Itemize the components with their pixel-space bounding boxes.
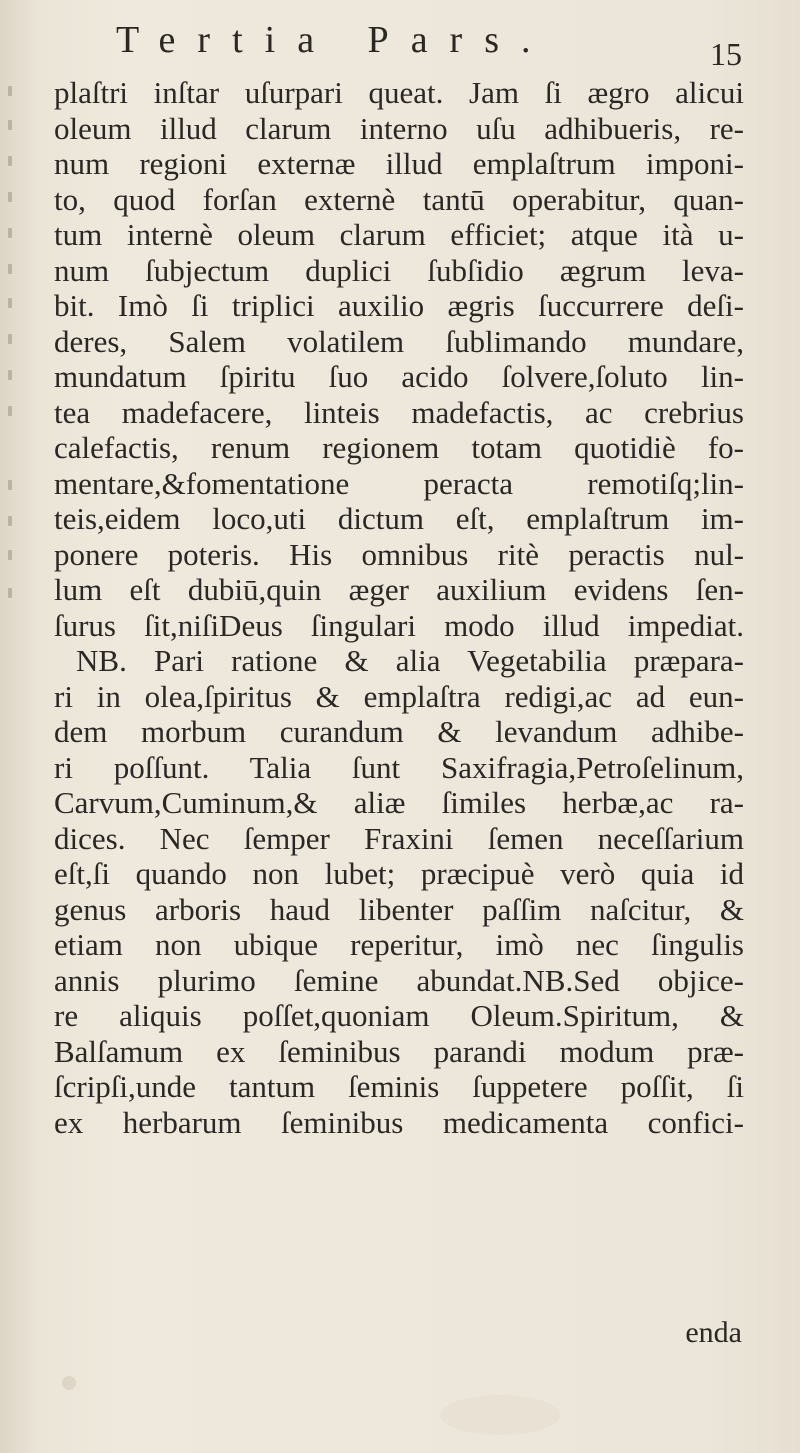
paper-stain xyxy=(440,1395,560,1435)
running-head xyxy=(110,12,750,72)
text-line: mundatum ſpiritu ſuo acido ſolvere,ſoluto lin- xyxy=(54,359,744,394)
text-line: tum internè oleum clarum efficiet; atque ità u- xyxy=(54,217,744,252)
page-number: 15 xyxy=(710,36,742,72)
gutter-marks xyxy=(0,80,30,900)
text-line: oleum illud clarum interno uſu adhibueris, re- xyxy=(54,110,744,146)
text-line: lum eſt dubiū,quin æger auxilium evidens ſen- xyxy=(54,572,744,607)
text-line: ſcripſi,unde tantum ſeminis ſuppetere poſſit, ſi xyxy=(54,1069,744,1104)
text-line: ri poſſunt. Talia ſunt Saxifragia,Petroſelinum, xyxy=(54,749,744,785)
text-line: etiam non ubique reperitur, imò nec ſingulis xyxy=(54,927,744,962)
text-line: dices. Nec ſemper Fraxini ſemen neceſſarium xyxy=(54,820,744,856)
text-line: genus arboris haud libenter paſſim naſcitur, & xyxy=(54,891,744,927)
text-line: num regioni externæ illud emplaſtrum imponi- xyxy=(54,146,744,181)
ink-smudge xyxy=(62,1376,76,1390)
text-line: teis,eidem loco,uti dictum eſt, emplaſtrum im- xyxy=(54,501,744,536)
text-line: Carvum,Cuminum,& aliæ ſimiles herbæ,ac ra- xyxy=(54,785,744,820)
text-line: to, quod forſan externè tantū operabitur, quan- xyxy=(54,181,744,217)
text-line: tea madefacere, linteis madefactis, ac crebrius xyxy=(54,394,744,430)
text-line: deres, Salem volatilem ſublimando mundare, xyxy=(54,323,744,359)
text-line: calefactis, renum regionem totam quotidiè fo- xyxy=(54,430,744,465)
text-line: ri in olea,ſpiritus & emplaſtra redigi,ac ad eun- xyxy=(54,678,744,714)
running-title: Tertia Pars. xyxy=(116,19,553,61)
text-line: ponere poteris. His omnibus ritè peractis nul- xyxy=(54,536,744,572)
text-line: ſurus ſit,niſiDeus ſingulari modo illud impediat. xyxy=(54,607,744,643)
text-line: mentare,&fomentatione peracta remotiſq;lin- xyxy=(54,465,744,501)
text-line: re aliquis poſſet,quoniam Oleum.Spiritum, & xyxy=(54,998,744,1033)
catchword: enda xyxy=(685,1316,742,1349)
text-line: num ſubjectum duplici ſubſidio ægrum leva- xyxy=(54,252,744,288)
text-line: eſt,ſi quando non lubet; præcipuè verò quia id xyxy=(54,856,744,891)
text-line: dem morbum curandum & levandum adhibe- xyxy=(54,714,744,749)
text-line: plaſtri inſtar uſurpari queat. Jam ſi ægro alicui xyxy=(54,75,744,110)
body-text xyxy=(54,75,744,1140)
text-line: Balſamum ex ſeminibus parandi modum præ- xyxy=(54,1033,744,1069)
text-line: bit. Imò ſi triplici auxilio ægris ſuccurrere deſi- xyxy=(54,288,744,323)
text-line-paragraph-start: NB. Pari ratione & alia Vegetabilia præpara- xyxy=(76,643,744,678)
text-line: ex herbarum ſeminibus medicamenta confici- xyxy=(54,1104,744,1140)
text-line: annis plurimo ſemine abundat.NB.Sed objice- xyxy=(54,962,744,998)
